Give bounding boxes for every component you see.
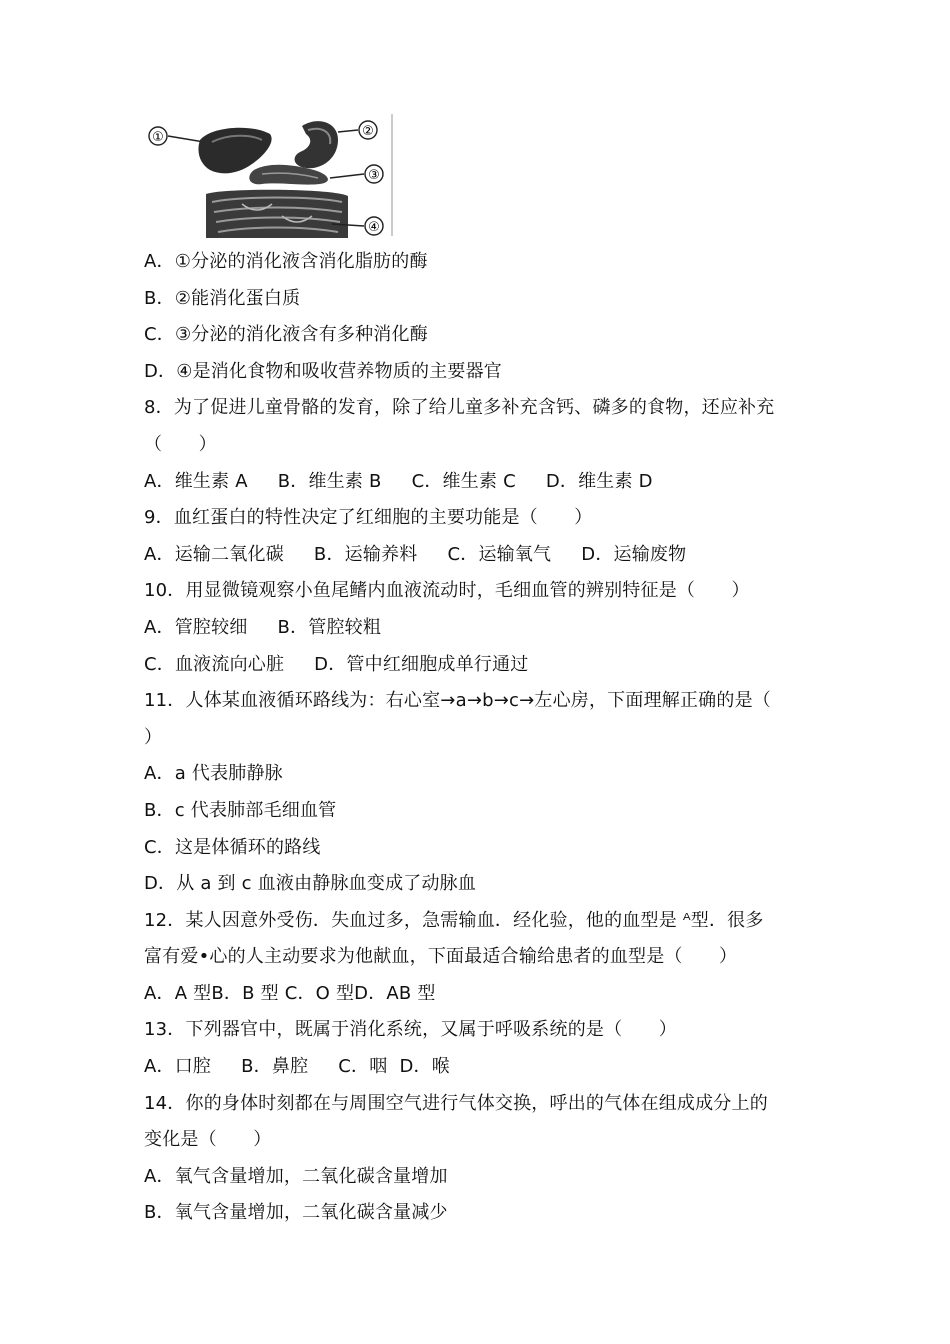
digestive-system-figure bbox=[142, 112, 394, 238]
q8-option-d: D．维生素 D bbox=[545, 470, 653, 492]
q7-option-b: B．②能消化蛋白质 bbox=[144, 287, 301, 309]
q10-option-a: A．管腔较细 bbox=[144, 616, 248, 638]
q14-option-b: B．氧气含量增加，二氧化碳含量减少 bbox=[144, 1202, 448, 1224]
q7-option-c: C．③分泌的消化液含有多种消化酶 bbox=[144, 324, 428, 346]
question-text bbox=[144, 244, 824, 1232]
q12-stem-cont: 富有爱•心的人主动要求为他献血，下面最适合输给患者的血型是（ ） bbox=[144, 946, 738, 968]
q13-option-c: C．咽 bbox=[338, 1056, 388, 1078]
q10-options-row1 bbox=[144, 610, 824, 647]
q14-option-a: A．氧气含量增加，二氧化碳含量增加 bbox=[144, 1165, 448, 1187]
q9-options bbox=[144, 537, 824, 574]
q13-option-b: B．鼻腔 bbox=[241, 1056, 309, 1078]
q14-stem: 14．你的身体时刻都在与周围空气进行气体交换，呼出的气体在组成成分上的 bbox=[144, 1092, 768, 1114]
q8-stem-cont: （ ） bbox=[144, 433, 217, 455]
q13-options bbox=[144, 1049, 824, 1086]
q13-option-d: D．喉 bbox=[399, 1056, 450, 1078]
q8-stem: 8．为了促进儿童骨骼的发育，除了给儿童多补充含钙、磷多的食物，还应补充 bbox=[144, 397, 775, 419]
q9-stem: 9．血红蛋白的特性决定了红细胞的主要功能是（ ） bbox=[144, 507, 593, 529]
q9-option-a: A．运输二氧化碳 bbox=[144, 543, 284, 565]
q11-option-d: D．从 a 到 c 血液由静脉血变成了动脉血 bbox=[144, 873, 477, 895]
q9-option-d: D．运输废物 bbox=[581, 543, 687, 565]
q11-option-b: B．c 代表肺部毛细血管 bbox=[144, 799, 337, 821]
q14-stem-cont: 变化是（ ） bbox=[144, 1129, 272, 1151]
q10-options-row2 bbox=[144, 647, 824, 684]
q10-stem: 10．用显微镜观察小鱼尾鳍内血液流动时，毛细血管的辨别特征是（ ） bbox=[144, 580, 750, 602]
q7-option-a: A．①分泌的消化液含消化脂肪的酶 bbox=[144, 251, 428, 272]
q12-options: A．A 型B．B 型 C．O 型D．AB 型 bbox=[144, 982, 436, 1004]
q11-option-a: A．a 代表肺静脉 bbox=[144, 763, 283, 785]
q7-option-d: D．④是消化食物和吸收营养物质的主要器官 bbox=[144, 360, 502, 382]
digestive-organs-illustration bbox=[142, 112, 394, 238]
label-3: ③ bbox=[368, 168, 380, 183]
q10-option-c: C．血液流向心脏 bbox=[144, 653, 285, 675]
q12-stem: 12．某人因意外受伤．失血过多，急需输血．经化验，他的血型是 ᴬ型．很多 bbox=[144, 909, 764, 931]
label-4: ④ bbox=[368, 220, 380, 235]
q10-option-b: B．管腔较粗 bbox=[277, 616, 382, 638]
q10-option-d: D．管中红细胞成单行通过 bbox=[314, 653, 529, 675]
q8-options bbox=[144, 464, 824, 501]
q11-stem: 11．人体某血液循环路线为：右心室→a→b→c→左心房，下面理解正确的是（ bbox=[144, 690, 771, 712]
q13-stem: 13．下列器官中，既属于消化系统，又属于呼吸系统的是（ ） bbox=[144, 1019, 677, 1041]
q11-stem-cont: ） bbox=[144, 726, 163, 748]
q8-option-b: B．维生素 B bbox=[277, 470, 382, 492]
q13-option-a: A．口腔 bbox=[144, 1056, 212, 1078]
label-2: ② bbox=[362, 124, 374, 139]
q9-option-c: C．运输氧气 bbox=[447, 543, 552, 565]
q9-option-b: B．运输养料 bbox=[313, 543, 418, 565]
q8-option-c: C．维生素 C bbox=[411, 470, 516, 492]
q8-option-a: A．维生素 A bbox=[144, 470, 248, 492]
label-1: ① bbox=[152, 130, 164, 145]
q11-option-c: C．这是体循环的路线 bbox=[144, 836, 321, 858]
